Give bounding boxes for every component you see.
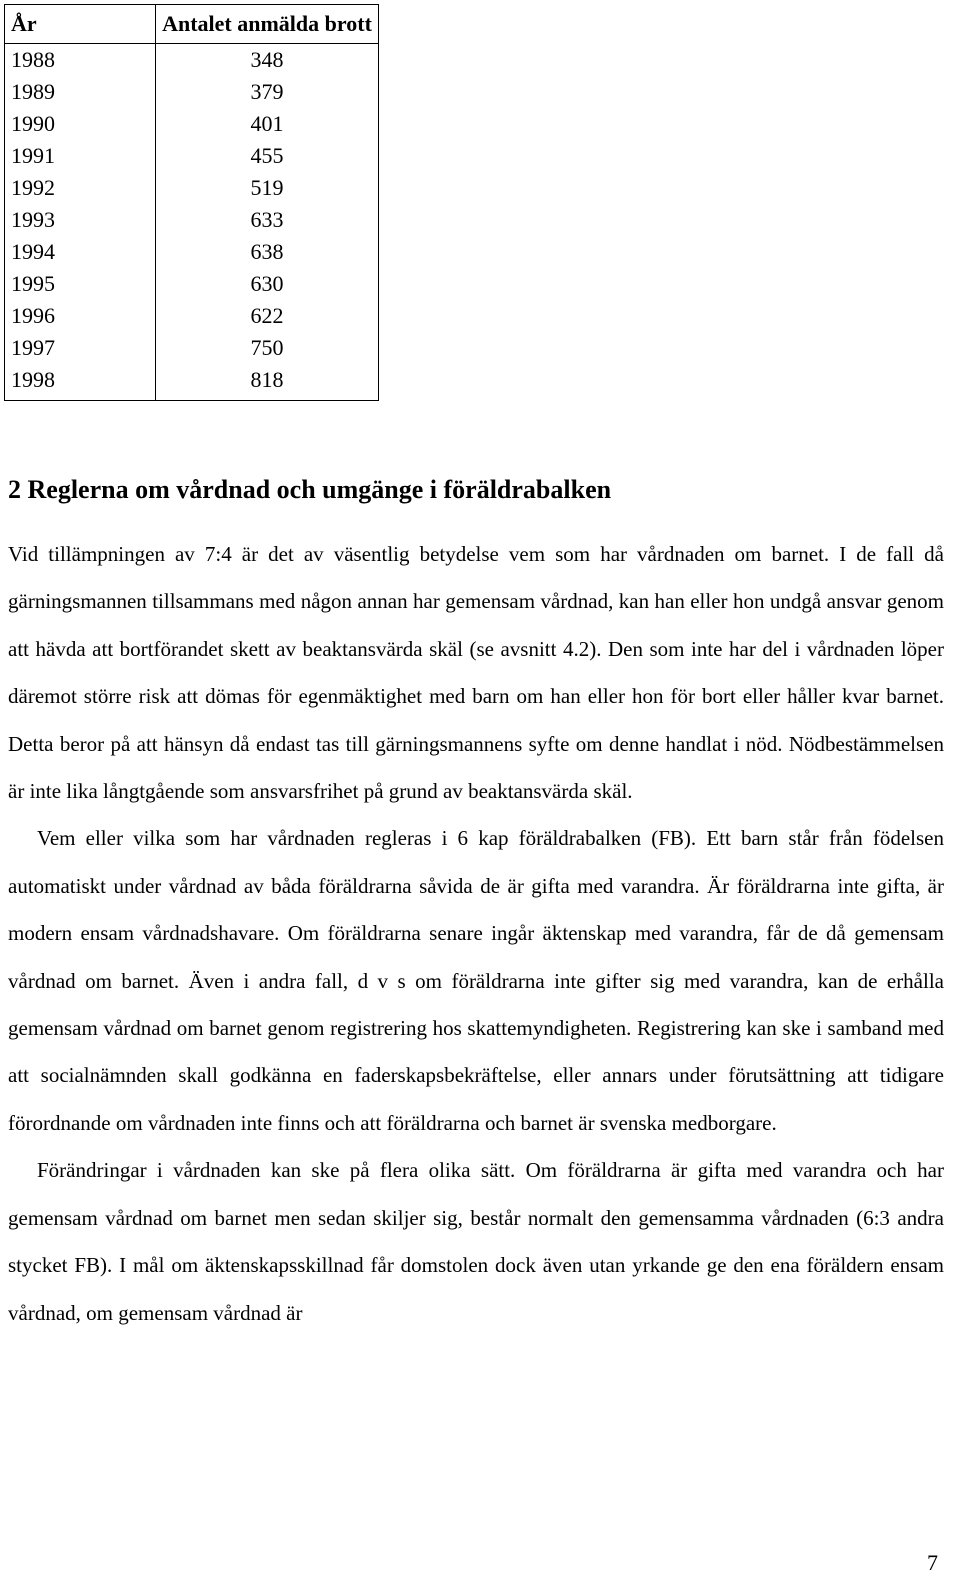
crime-statistics-table (4, 4, 379, 401)
table-row (5, 76, 379, 108)
year-cell: 1995 (5, 268, 156, 300)
table-row (5, 108, 379, 140)
table-row (5, 140, 379, 172)
count-cell: 379 (156, 76, 379, 108)
year-cell: 1997 (5, 332, 156, 364)
count-cell: 633 (156, 204, 379, 236)
table-row (5, 268, 379, 300)
count-cell: 401 (156, 108, 379, 140)
paragraph-3: Förändringar i vårdnaden kan ske på flera olika sätt. Om föräldrarna är gifta med varandra och har gemensam vårdnad om barnet men sedan skiljer sig, består normalt den gemensamma vårdnaden (6:3 andra stycket FB). I mål om äktenskapsskillnad får domstolen dock även utan yrkande ge den ena föräldern ensam vårdnad, om gemensam vårdnad är (8, 1158, 944, 1325)
table-row (5, 204, 379, 236)
count-cell: 818 (156, 364, 379, 401)
paragraph-2: Vem eller vilka som har vårdnaden regleras i 6 kap föräldrabalken (FB). Ett barn står från födelsen automatiskt under vårdnad av båda föräldrarna såvida de är gifta med varandra. Är föräldrarna inte gifta, är modern ensam vårdnadshavare. Om föräldrarna senare ingår äktenskap med varandra, får de då gemensam vårdnad om barnet. Även i andra fall, d v s om föräldrarna inte gifter sig med varandra, kan de erhålla gemensam vårdnad om barnet genom registrering hos skattemyndigheten. Registrering kan ske i samband med att socialnämnden skall godkänna en faderskapsbekräftelse, eller annars under förutsättning att tidigare förordnande om vårdnaden inte finns och att föräldrarna och barnet är svenska medborgare. (8, 826, 944, 1135)
body-text (8, 531, 944, 1337)
count-cell: 519 (156, 172, 379, 204)
table-row (5, 172, 379, 204)
table-header-row (5, 5, 379, 44)
year-cell: 1990 (5, 108, 156, 140)
year-cell: 1994 (5, 236, 156, 268)
section-heading: 2 Reglerna om vårdnad och umgänge i föräldrabalken (8, 475, 612, 504)
count-cell: 455 (156, 140, 379, 172)
page-number: 7 (927, 1550, 938, 1575)
table-row (5, 332, 379, 364)
year-cell: 1998 (5, 364, 156, 401)
paragraph-1: Vid tillämpningen av 7:4 är det av väsentlig betydelse vem som har vårdnaden om barnet. I de fall då gärningsmannen tillsammans med någon annan har gemensam vårdnad, kan han eller hon undgå ansvar genom att hävda att bortförandet skett av beaktansvärda skäl (se avsnitt 4.2). Den som inte har del i vårdnaden löper däremot större risk att dömas för egenmäktighet med barn om han eller hon för bort eller håller kvar barnet. Detta beror på att hänsyn då endast tas till gärningsmannens syfte om denne handlat i nöd. Nödbestämmelsen är inte lika långtgående som ansvarsfrihet på grund av beaktansvärda skäl. (8, 542, 944, 804)
year-cell: 1988 (5, 44, 156, 77)
year-cell: 1992 (5, 172, 156, 204)
year-cell: 1989 (5, 76, 156, 108)
count-cell: 348 (156, 44, 379, 77)
count-cell: 750 (156, 332, 379, 364)
year-cell: 1996 (5, 300, 156, 332)
table-body (5, 44, 379, 401)
table-row (5, 300, 379, 332)
year-cell: 1993 (5, 204, 156, 236)
table-row (5, 364, 379, 401)
count-cell: 638 (156, 236, 379, 268)
year-column-header: År (5, 5, 156, 44)
year-cell: 1991 (5, 140, 156, 172)
table-row (5, 236, 379, 268)
count-cell: 630 (156, 268, 379, 300)
count-column-header: Antalet anmälda brott (156, 5, 379, 44)
count-cell: 622 (156, 300, 379, 332)
table-row (5, 44, 379, 77)
